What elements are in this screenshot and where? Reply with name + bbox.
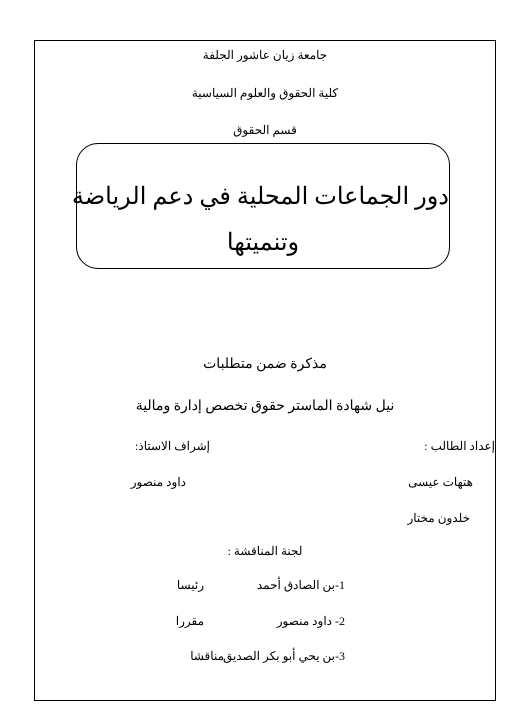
- committee-member-1-name: 1-بن الصادق أحمد: [256, 578, 345, 592]
- university-name: جامعة زيان عاشور الجلفة: [202, 48, 328, 62]
- thesis-title-line-2: وتنميتها: [226, 230, 300, 256]
- student-name-1: هتهات عيسى: [408, 475, 473, 489]
- committee-label: لجنة المناقشة :: [227, 544, 303, 558]
- committee-member-2-name: 2- داود منصور: [276, 614, 345, 628]
- purpose-line-1: مذكرة ضمن متطلبات: [203, 357, 327, 372]
- student-label: إعداد الطالب :: [424, 439, 495, 453]
- faculty-name: كلية الحقوق والعلوم السياسية: [191, 86, 339, 100]
- department-name: قسم الحقوق: [233, 123, 297, 137]
- committee-member-2-role: مقررا: [175, 614, 204, 628]
- purpose-line-2: نيل شهادة الماستر حقوق تخصص إدارة ومالية: [135, 399, 395, 414]
- committee-member-3-role: مناقشا: [190, 649, 224, 663]
- supervisor-label: إشراف الاستاذ:: [135, 439, 210, 453]
- thesis-title-line-1: دور الجماعات المحلية في دعم الرياضة: [71, 184, 449, 210]
- title-box: [71, 143, 450, 269]
- supervisor-name: داود منصور: [130, 475, 186, 489]
- student-name-2: خلدون مختار: [407, 511, 470, 525]
- committee-member-3-name: 3-بن يحي أبو بكر الصديق: [222, 649, 345, 663]
- committee-member-1-role: رئيسا: [176, 578, 204, 592]
